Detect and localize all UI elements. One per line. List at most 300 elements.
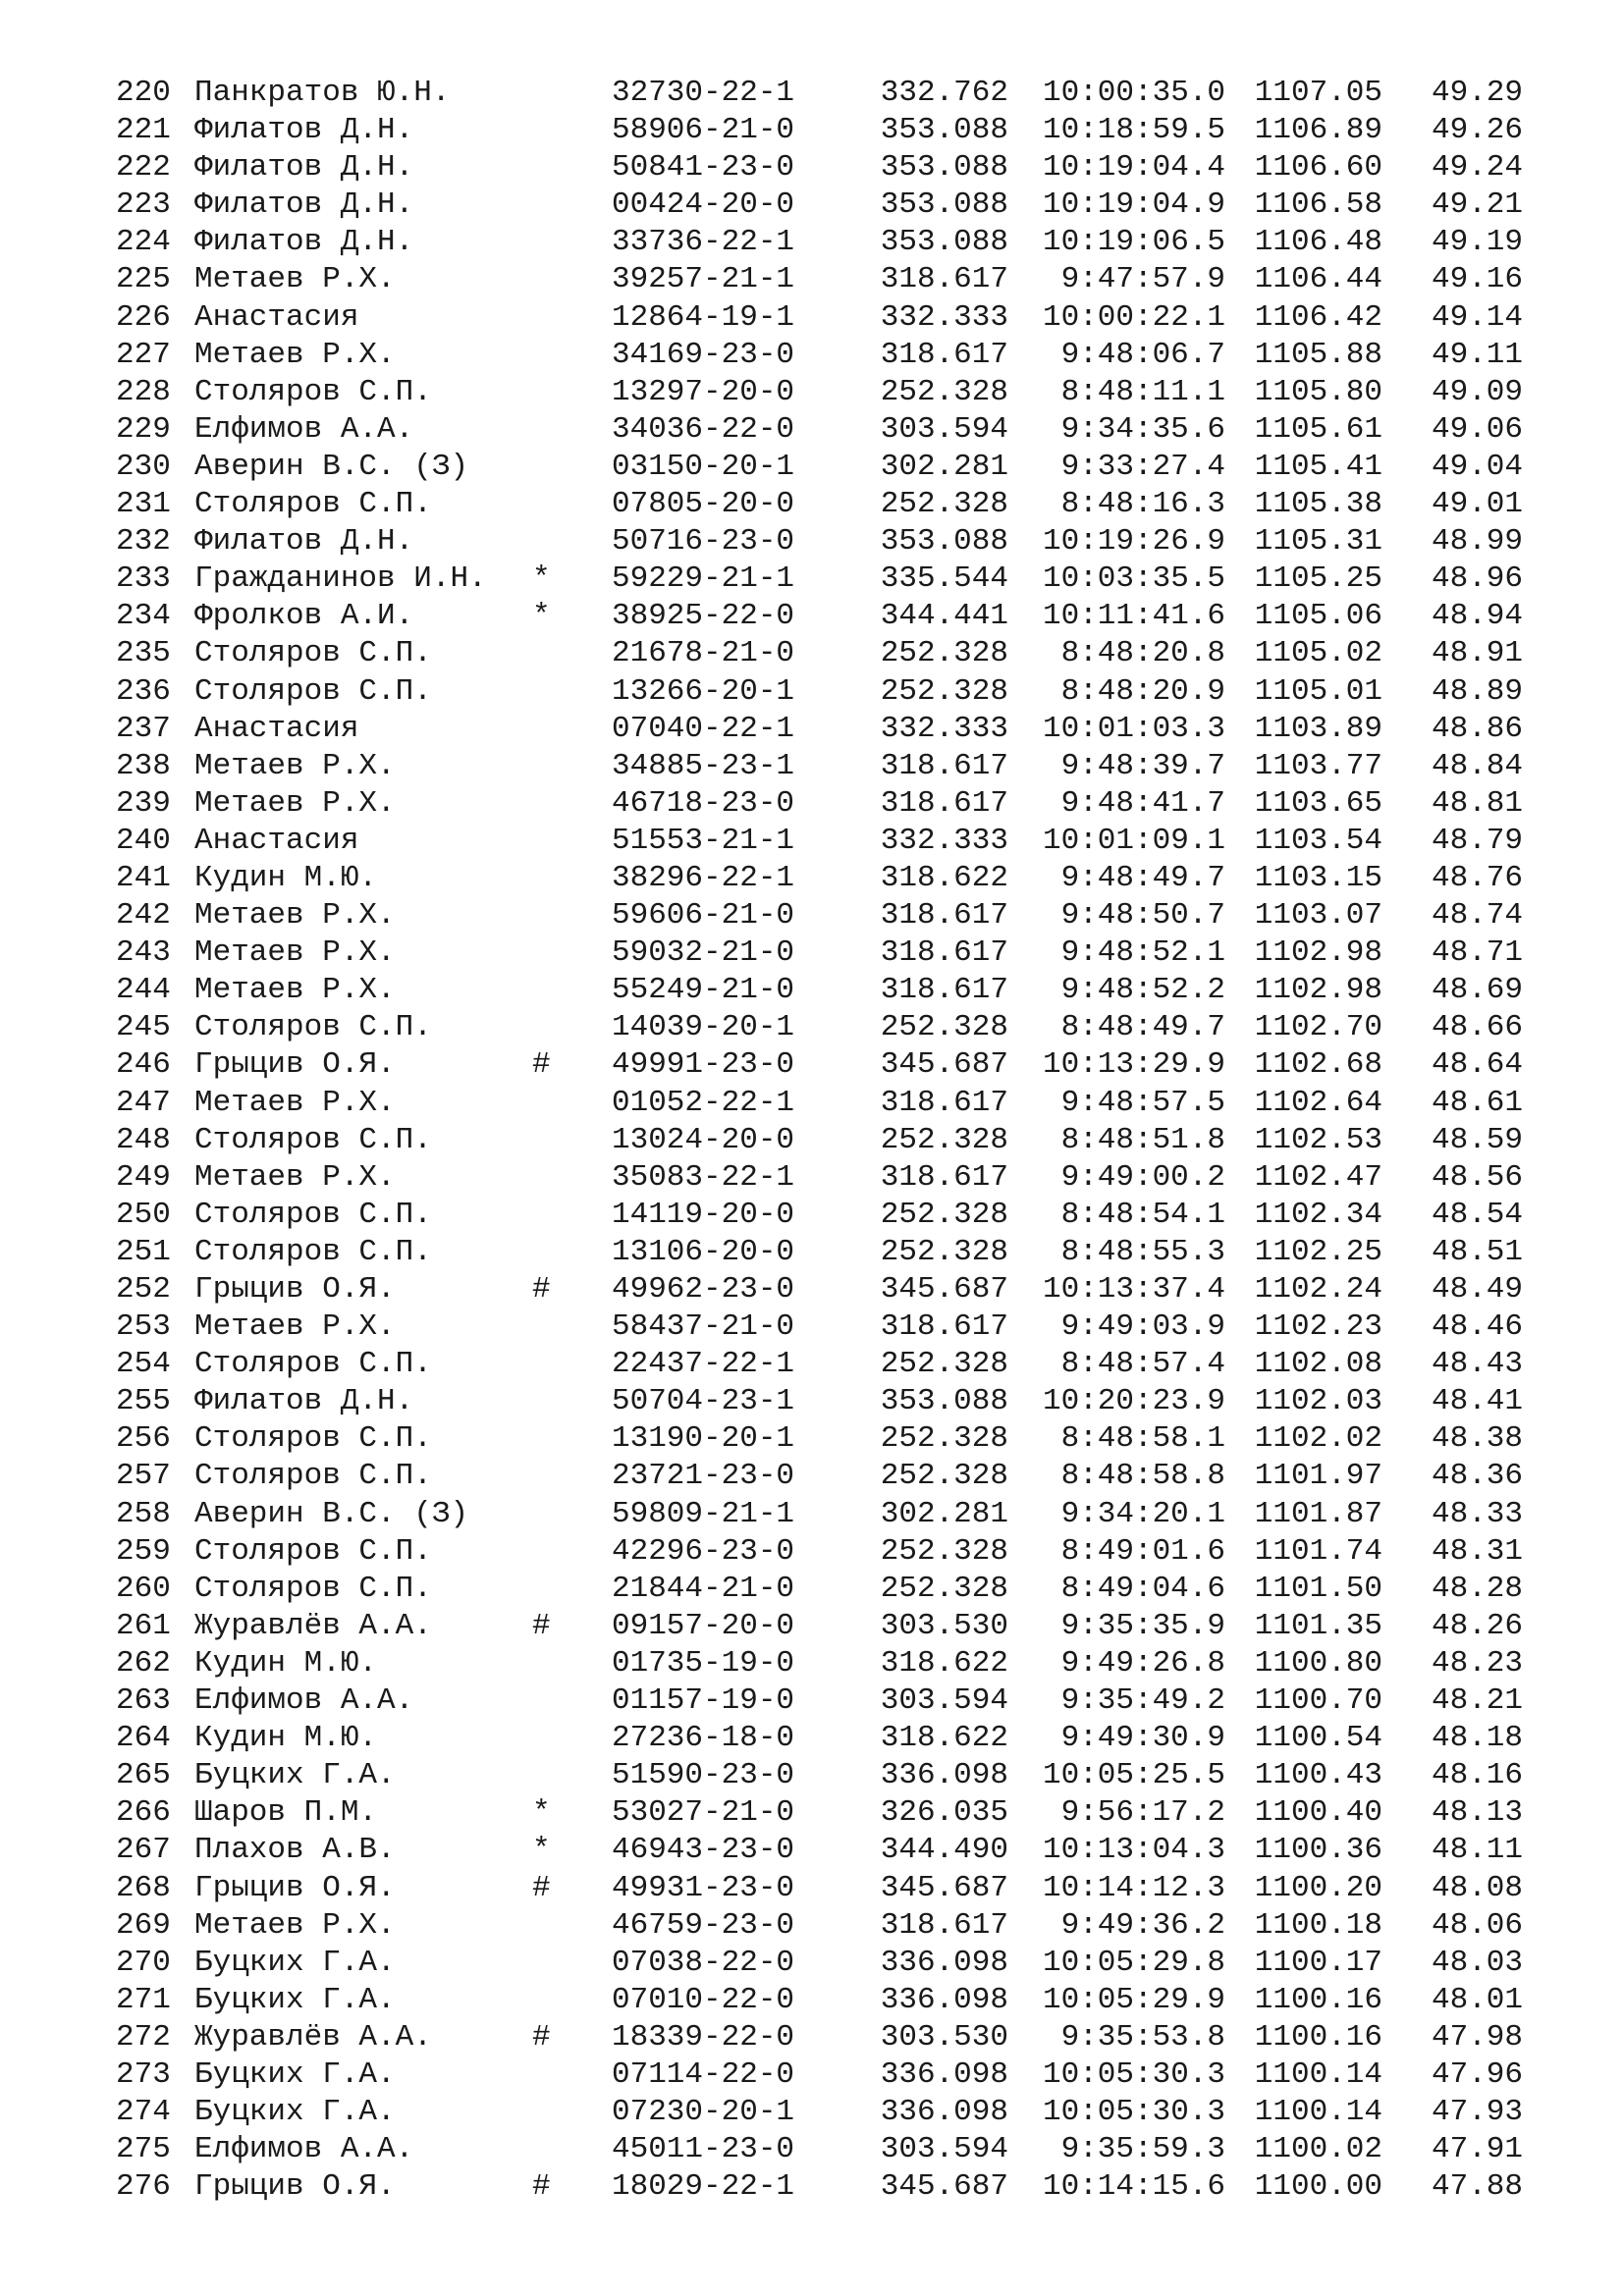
fancier-name: Столяров С.П. (194, 673, 432, 709)
arrival-time: 9:35:53.8 (1060, 2019, 1225, 2055)
distance-km: 303.594 (880, 411, 1008, 447)
fancier-name: Плахов А.В. (194, 1833, 396, 1868)
ring-number: 33736-22-1 (612, 225, 795, 260)
distance-km: 252.328 (880, 1347, 1008, 1382)
table-row (0, 1383, 1624, 1420)
ring-number: 13106-20-0 (612, 1234, 795, 1269)
place-number: 254 (116, 1347, 171, 1382)
distance-km: 318.617 (880, 1907, 1008, 1943)
points: 49.19 (1431, 225, 1523, 260)
fancier-name: Метаев Р.Х. (194, 898, 396, 934)
ring-number: 27236-18-0 (612, 1721, 795, 1756)
fancier-name: Анастасия (194, 711, 359, 746)
marker-symbol: * (532, 1833, 551, 1868)
ring-number: 07038-22-0 (612, 1945, 795, 1980)
ring-number: 01735-19-0 (612, 1645, 795, 1681)
fancier-name: Филатов Д.Н. (194, 113, 414, 148)
fancier-name: Столяров С.П. (194, 487, 432, 522)
arrival-time: 8:48:16.3 (1060, 487, 1225, 522)
fancier-name: Гражданинов И.Н. (194, 561, 487, 597)
table-row (0, 1458, 1624, 1495)
distance-km: 332.762 (880, 76, 1008, 110)
table-row (0, 635, 1624, 672)
speed: 1103.65 (1254, 785, 1382, 821)
table-row (0, 1420, 1624, 1458)
marker-symbol: * (532, 1795, 551, 1831)
points: 48.01 (1431, 1982, 1523, 2017)
fancier-name: Столяров С.П. (194, 1234, 432, 1269)
points: 48.16 (1431, 1758, 1523, 1793)
speed: 1105.88 (1254, 337, 1382, 372)
ring-number: 22437-22-1 (612, 1347, 795, 1382)
arrival-time: 10:00:22.1 (1042, 299, 1225, 335)
fancier-name: Метаев Р.Х. (194, 785, 396, 821)
ring-number: 09157-20-0 (612, 1608, 795, 1643)
place-number: 232 (116, 524, 171, 560)
speed: 1101.50 (1254, 1571, 1382, 1606)
points: 48.51 (1431, 1234, 1523, 1269)
fancier-name: Метаев Р.Х. (194, 1159, 396, 1195)
speed: 1102.02 (1254, 1421, 1382, 1457)
speed: 1100.17 (1254, 1945, 1382, 1980)
distance-km: 318.617 (880, 262, 1008, 297)
points: 48.03 (1431, 1945, 1523, 1980)
arrival-time: 9:33:27.4 (1060, 449, 1225, 484)
distance-km: 252.328 (880, 487, 1008, 522)
ring-number: 07230-20-1 (612, 2095, 795, 2130)
distance-km: 252.328 (880, 636, 1008, 671)
marker-symbol: # (532, 2019, 551, 2055)
arrival-time: 9:48:50.7 (1060, 898, 1225, 934)
points: 49.11 (1431, 337, 1523, 372)
table-row (0, 561, 1624, 598)
speed: 1100.40 (1254, 1795, 1382, 1831)
arrival-time: 10:05:30.3 (1042, 2095, 1225, 2130)
table-row (0, 224, 1624, 261)
distance-km: 326.035 (880, 1795, 1008, 1831)
points: 47.96 (1431, 2056, 1523, 2092)
fancier-name: Метаев Р.Х. (194, 1085, 396, 1120)
points: 48.99 (1431, 524, 1523, 560)
ring-number: 14039-20-1 (612, 1010, 795, 1045)
fancier-name: Метаев Р.Х. (194, 1309, 396, 1345)
table-row (0, 785, 1624, 823)
ring-number: 21678-21-0 (612, 636, 795, 671)
speed: 1100.54 (1254, 1721, 1382, 1756)
points: 48.86 (1431, 711, 1523, 746)
table-row (0, 523, 1624, 561)
points: 48.89 (1431, 673, 1523, 709)
table-row (0, 1009, 1624, 1046)
arrival-time: 9:49:26.8 (1060, 1645, 1225, 1681)
place-number: 222 (116, 150, 171, 186)
place-number: 236 (116, 673, 171, 709)
ring-number: 03150-20-1 (612, 449, 795, 484)
fancier-name: Аверин В.С. (З) (194, 1496, 469, 1531)
points: 48.26 (1431, 1608, 1523, 1643)
fancier-name: Шаров П.М. (194, 1795, 378, 1831)
speed: 1105.38 (1254, 487, 1382, 522)
distance-km: 353.088 (880, 150, 1008, 186)
place-number: 248 (116, 1122, 171, 1157)
table-row (0, 2056, 1624, 2094)
place-number: 235 (116, 636, 171, 671)
points: 48.06 (1431, 1907, 1523, 1943)
points: 47.93 (1431, 2095, 1523, 2130)
distance-km: 353.088 (880, 113, 1008, 148)
points: 48.94 (1431, 599, 1523, 634)
marker-symbol: # (532, 2169, 551, 2205)
points: 48.76 (1431, 860, 1523, 895)
points: 48.43 (1431, 1347, 1523, 1382)
distance-km: 345.687 (880, 2169, 1008, 2205)
fancier-name: Метаев Р.Х. (194, 973, 396, 1008)
speed: 1106.48 (1254, 225, 1382, 260)
distance-km: 252.328 (880, 1010, 1008, 1045)
table-row (0, 75, 1624, 112)
ring-number: 23721-23-0 (612, 1459, 795, 1494)
fancier-name: Филатов Д.Н. (194, 225, 414, 260)
distance-km: 318.617 (880, 935, 1008, 971)
speed: 1102.64 (1254, 1085, 1382, 1120)
speed: 1102.53 (1254, 1122, 1382, 1157)
fancier-name: Филатов Д.Н. (194, 1384, 414, 1419)
place-number: 275 (116, 2132, 171, 2167)
table-row (0, 1794, 1624, 1832)
points: 48.46 (1431, 1309, 1523, 1345)
points: 49.24 (1431, 150, 1523, 186)
arrival-time: 8:48:51.8 (1060, 1122, 1225, 1157)
arrival-time: 9:35:35.9 (1060, 1608, 1225, 1643)
arrival-time: 9:48:57.5 (1060, 1085, 1225, 1120)
place-number: 262 (116, 1645, 171, 1681)
arrival-time: 10:01:03.3 (1042, 711, 1225, 746)
distance-km: 302.281 (880, 449, 1008, 484)
ring-number: 53027-21-0 (612, 1795, 795, 1831)
place-number: 274 (116, 2095, 171, 2130)
marker-symbol: * (532, 599, 551, 634)
table-row (0, 1046, 1624, 1084)
speed: 1100.20 (1254, 1870, 1382, 1905)
place-number: 271 (116, 1982, 171, 2017)
ring-number: 50704-23-1 (612, 1384, 795, 1419)
table-row (0, 261, 1624, 298)
distance-km: 318.617 (880, 898, 1008, 934)
ring-number: 01052-22-1 (612, 1085, 795, 1120)
distance-km: 318.617 (880, 1309, 1008, 1345)
table-row (0, 299, 1624, 337)
points: 48.21 (1431, 1683, 1523, 1719)
speed: 1106.44 (1254, 262, 1382, 297)
arrival-time: 8:48:20.8 (1060, 636, 1225, 671)
fancier-name: Аверин В.С. (З) (194, 449, 469, 484)
distance-km: 332.333 (880, 823, 1008, 858)
ring-number: 49991-23-0 (612, 1047, 795, 1083)
place-number: 270 (116, 1945, 171, 1980)
place-number: 273 (116, 2056, 171, 2092)
place-number: 240 (116, 823, 171, 858)
place-number: 228 (116, 374, 171, 409)
distance-km: 336.098 (880, 2095, 1008, 2130)
place-number: 244 (116, 973, 171, 1008)
table-row (0, 411, 1624, 449)
table-row (0, 1159, 1624, 1197)
arrival-time: 8:48:58.8 (1060, 1459, 1225, 1494)
distance-km: 252.328 (880, 1234, 1008, 1269)
arrival-time: 10:03:35.5 (1042, 561, 1225, 597)
place-number: 272 (116, 2019, 171, 2055)
fancier-name: Анастасия (194, 299, 359, 335)
points: 48.23 (1431, 1645, 1523, 1681)
table-row (0, 860, 1624, 897)
ring-number: 59229-21-1 (612, 561, 795, 597)
ring-number: 13266-20-1 (612, 673, 795, 709)
fancier-name: Метаев Р.Х. (194, 262, 396, 297)
fancier-name: Грыцив О.Я. (194, 1272, 396, 1307)
marker-symbol: # (532, 1272, 551, 1307)
table-row (0, 374, 1624, 411)
arrival-time: 8:48:54.1 (1060, 1197, 1225, 1232)
speed: 1102.34 (1254, 1197, 1382, 1232)
ring-number: 00424-20-0 (612, 187, 795, 223)
fancier-name: Буцких Г.А. (194, 2095, 396, 2130)
ring-number: 34036-22-0 (612, 411, 795, 447)
place-number: 220 (116, 76, 171, 110)
fancier-name: Кудин М.Ю. (194, 1721, 378, 1756)
ring-number: 14119-20-0 (612, 1197, 795, 1232)
ring-number: 46718-23-0 (612, 785, 795, 821)
speed: 1102.23 (1254, 1309, 1382, 1345)
table-row (0, 1308, 1624, 1346)
fancier-name: Кудин М.Ю. (194, 860, 378, 895)
fancier-name: Фролков А.И. (194, 599, 414, 634)
arrival-time: 10:13:29.9 (1042, 1047, 1225, 1083)
fancier-name: Столяров С.П. (194, 636, 432, 671)
distance-km: 353.088 (880, 187, 1008, 223)
place-number: 268 (116, 1870, 171, 1905)
table-row (0, 449, 1624, 486)
speed: 1100.00 (1254, 2169, 1382, 2205)
fancier-name: Столяров С.П. (194, 1421, 432, 1457)
points: 48.31 (1431, 1533, 1523, 1569)
points: 48.36 (1431, 1459, 1523, 1494)
fancier-name: Журавлёв А.А. (194, 1608, 432, 1643)
ring-number: 51590-23-0 (612, 1758, 795, 1793)
points: 48.49 (1431, 1272, 1523, 1307)
arrival-time: 9:48:39.7 (1060, 748, 1225, 783)
fancier-name: Метаев Р.Х. (194, 748, 396, 783)
ring-number: 49962-23-0 (612, 1272, 795, 1307)
fancier-name: Буцких Г.А. (194, 1758, 396, 1793)
speed: 1107.05 (1254, 76, 1382, 110)
fancier-name: Столяров С.П. (194, 1010, 432, 1045)
table-row (0, 1271, 1624, 1308)
place-number: 251 (116, 1234, 171, 1269)
speed: 1102.98 (1254, 973, 1382, 1008)
distance-km: 318.617 (880, 1085, 1008, 1120)
ring-number: 35083-22-1 (612, 1159, 795, 1195)
ring-number: 59032-21-0 (612, 935, 795, 971)
speed: 1100.43 (1254, 1758, 1382, 1793)
arrival-time: 10:05:29.8 (1042, 1945, 1225, 1980)
speed: 1105.31 (1254, 524, 1382, 560)
distance-km: 345.687 (880, 1047, 1008, 1083)
speed: 1101.74 (1254, 1533, 1382, 1569)
points: 48.18 (1431, 1721, 1523, 1756)
ring-number: 07114-22-0 (612, 2056, 795, 2092)
place-number: 242 (116, 898, 171, 934)
speed: 1102.70 (1254, 1010, 1382, 1045)
ring-number: 12864-19-1 (612, 299, 795, 335)
table-row (0, 2019, 1624, 2056)
ring-number: 32730-22-1 (612, 76, 795, 110)
table-row (0, 1945, 1624, 1982)
speed: 1102.25 (1254, 1234, 1382, 1269)
arrival-time: 10:05:25.5 (1042, 1758, 1225, 1793)
ring-number: 34169-23-0 (612, 337, 795, 372)
fancier-name: Метаев Р.Х. (194, 1907, 396, 1943)
arrival-time: 9:48:06.7 (1060, 337, 1225, 372)
speed: 1100.80 (1254, 1645, 1382, 1681)
arrival-time: 10:18:59.5 (1042, 113, 1225, 148)
place-number: 264 (116, 1721, 171, 1756)
speed: 1100.02 (1254, 2132, 1382, 2167)
ring-number: 07010-22-0 (612, 1982, 795, 2017)
ring-number: 51553-21-1 (612, 823, 795, 858)
distance-km: 353.088 (880, 524, 1008, 560)
ring-number: 13190-20-1 (612, 1421, 795, 1457)
arrival-time: 10:14:15.6 (1042, 2169, 1225, 2205)
distance-km: 344.441 (880, 599, 1008, 634)
ring-number: 46759-23-0 (612, 1907, 795, 1943)
speed: 1102.08 (1254, 1347, 1382, 1382)
points: 48.11 (1431, 1833, 1523, 1868)
points: 48.91 (1431, 636, 1523, 671)
fancier-name: Филатов Д.Н. (194, 187, 414, 223)
place-number: 246 (116, 1047, 171, 1083)
arrival-time: 10:05:29.9 (1042, 1982, 1225, 2017)
place-number: 243 (116, 935, 171, 971)
speed: 1105.02 (1254, 636, 1382, 671)
table-row (0, 1720, 1624, 1757)
marker-symbol: # (532, 1047, 551, 1083)
arrival-time: 10:14:12.3 (1042, 1870, 1225, 1905)
distance-km: 303.530 (880, 2019, 1008, 2055)
place-number: 250 (116, 1197, 171, 1232)
arrival-time: 8:48:11.1 (1060, 374, 1225, 409)
distance-km: 318.617 (880, 337, 1008, 372)
points: 47.91 (1431, 2132, 1523, 2167)
table-row (0, 1496, 1624, 1533)
table-row (0, 1234, 1624, 1271)
speed: 1105.61 (1254, 411, 1382, 447)
ring-number: 55249-21-0 (612, 973, 795, 1008)
place-number: 266 (116, 1795, 171, 1831)
fancier-name: Анастасия (194, 823, 359, 858)
distance-km: 344.490 (880, 1833, 1008, 1868)
table-row (0, 1907, 1624, 1945)
ring-number: 58437-21-0 (612, 1309, 795, 1345)
arrival-time: 9:48:41.7 (1060, 785, 1225, 821)
speed: 1102.47 (1254, 1159, 1382, 1195)
points: 48.54 (1431, 1197, 1523, 1232)
ring-number: 18339-22-0 (612, 2019, 795, 2055)
fancier-name: Столяров С.П. (194, 374, 432, 409)
distance-km: 318.617 (880, 973, 1008, 1008)
speed: 1105.01 (1254, 673, 1382, 709)
ring-number: 45011-23-0 (612, 2132, 795, 2167)
speed: 1100.36 (1254, 1833, 1382, 1868)
distance-km: 353.088 (880, 1384, 1008, 1419)
distance-km: 318.622 (880, 1721, 1008, 1756)
speed: 1103.89 (1254, 711, 1382, 746)
place-number: 226 (116, 299, 171, 335)
place-number: 241 (116, 860, 171, 895)
speed: 1100.16 (1254, 1982, 1382, 2017)
table-row (0, 1870, 1624, 1907)
results-list (0, 75, 1624, 2206)
points: 48.38 (1431, 1421, 1523, 1457)
distance-km: 252.328 (880, 1122, 1008, 1157)
place-number: 247 (116, 1085, 171, 1120)
place-number: 229 (116, 411, 171, 447)
arrival-time: 10:13:04.3 (1042, 1833, 1225, 1868)
distance-km: 335.544 (880, 561, 1008, 597)
arrival-time: 9:49:30.9 (1060, 1721, 1225, 1756)
ring-number: 46943-23-0 (612, 1833, 795, 1868)
speed: 1105.25 (1254, 561, 1382, 597)
points: 48.96 (1431, 561, 1523, 597)
table-row (0, 1682, 1624, 1720)
table-row (0, 337, 1624, 374)
arrival-time: 9:48:49.7 (1060, 860, 1225, 895)
place-number: 231 (116, 487, 171, 522)
distance-km: 252.328 (880, 1197, 1008, 1232)
fancier-name: Столяров С.П. (194, 1533, 432, 1569)
distance-km: 336.098 (880, 1982, 1008, 2017)
place-number: 253 (116, 1309, 171, 1345)
arrival-time: 8:48:58.1 (1060, 1421, 1225, 1457)
distance-km: 332.333 (880, 299, 1008, 335)
distance-km: 252.328 (880, 374, 1008, 409)
place-number: 234 (116, 599, 171, 634)
speed: 1105.41 (1254, 449, 1382, 484)
place-number: 249 (116, 1159, 171, 1195)
fancier-name: Столяров С.П. (194, 1122, 432, 1157)
fancier-name: Грыцив О.Я. (194, 2169, 396, 2205)
place-number: 252 (116, 1272, 171, 1307)
arrival-time: 9:56:17.2 (1060, 1795, 1225, 1831)
arrival-time: 9:35:59.3 (1060, 2132, 1225, 2167)
fancier-name: Панкратов Ю.Н. (194, 76, 451, 110)
ring-number: 34885-23-1 (612, 748, 795, 783)
points: 48.74 (1431, 898, 1523, 934)
marker-symbol: # (532, 1608, 551, 1643)
table-row (0, 187, 1624, 224)
place-number: 223 (116, 187, 171, 223)
place-number: 221 (116, 113, 171, 148)
distance-km: 336.098 (880, 1758, 1008, 1793)
points: 48.56 (1431, 1159, 1523, 1195)
fancier-name: Елфимов А.А. (194, 1683, 414, 1719)
fancier-name: Метаев Р.Х. (194, 935, 396, 971)
speed: 1106.42 (1254, 299, 1382, 335)
place-number: 269 (116, 1907, 171, 1943)
ring-number: 07805-20-0 (612, 487, 795, 522)
distance-km: 318.617 (880, 1159, 1008, 1195)
table-row (0, 1571, 1624, 1608)
distance-km: 336.098 (880, 1945, 1008, 1980)
